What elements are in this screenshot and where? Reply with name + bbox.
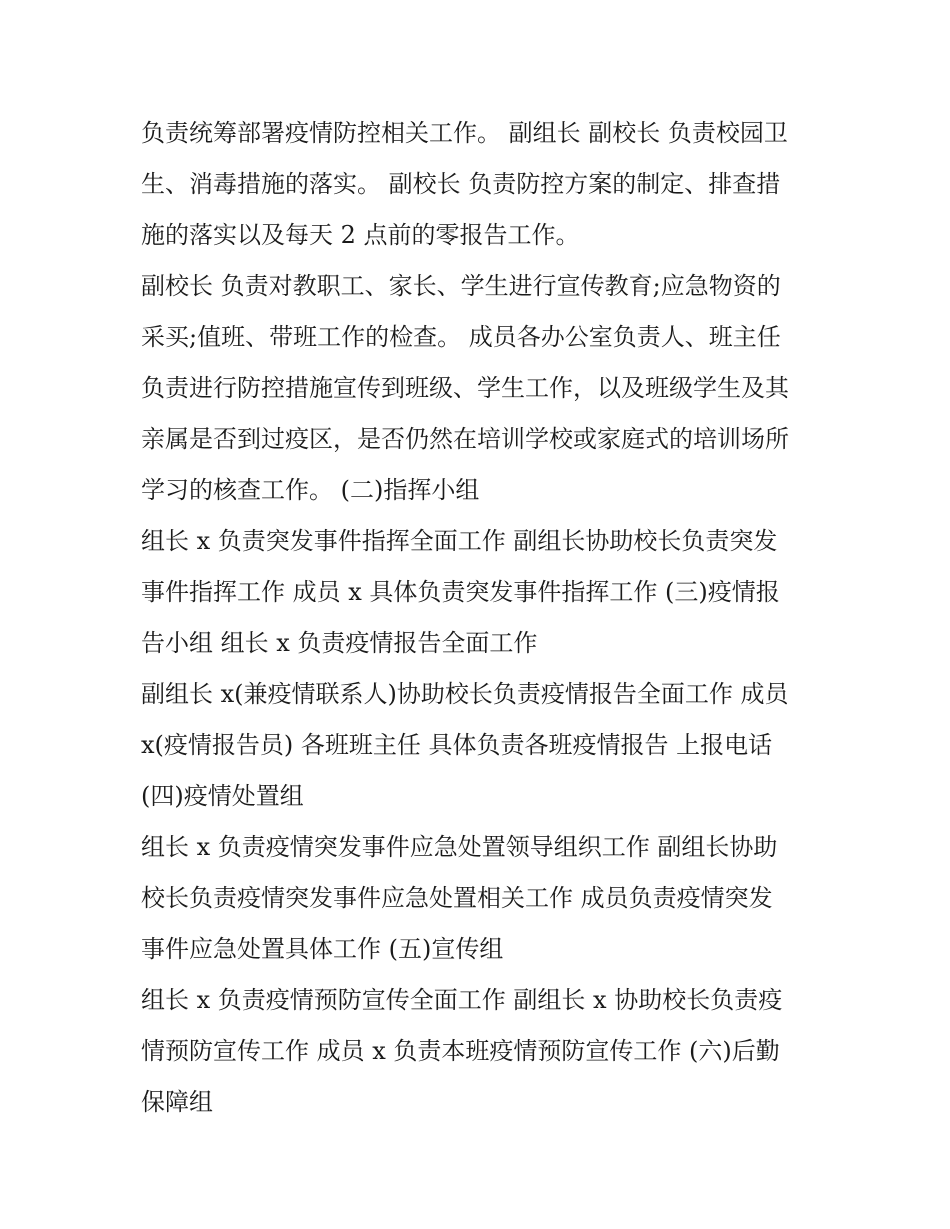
paragraph-2 <box>141 261 821 516</box>
text-line: x(疫情报告员) 各班班主任 具体负责各班疫情报告 上报电话 <box>141 731 773 759</box>
text-line: 负责进行防控措施宣传到班级、学生工作，以及班级学生及其 <box>141 374 789 402</box>
text-line: (四)疫情处置组 <box>141 782 304 810</box>
text-line: 组长 x 负责疫情突发事件应急处置领导组织工作 副组长协助 <box>141 833 778 861</box>
text-line: 告小组 组长 x 负责疫情报告全面工作 <box>141 629 538 657</box>
paragraph-6 <box>141 975 821 1128</box>
text-line: 亲属是否到过疫区，是否仍然在培训学校或家庭式的培训场所 <box>141 425 789 453</box>
paragraph-5 <box>141 822 821 975</box>
paragraph-3 <box>141 516 821 669</box>
text-line: 保障组 <box>141 1088 213 1116</box>
text-line: 学习的核查工作。 (二)指挥小组 <box>141 476 480 504</box>
text-line: 校长负责疫情突发事件应急处置相关工作 成员负责疫情突发 <box>141 884 773 912</box>
text-line: 采买;值班、带班工作的检查。 成员各办公室负责人、班主任 <box>141 323 781 351</box>
text-line: 事件应急处置具体工作 (五)宣传组 <box>141 935 504 963</box>
paragraph-1 <box>141 108 821 261</box>
text-line: 施的落实以及每天 2 点前的零报告工作。 <box>141 221 580 249</box>
text-line: 情预防宣传工作 成员 x 负责本班疫情预防宣传工作 (六)后勤 <box>141 1037 780 1065</box>
text-line: 负责统筹部署疫情防控相关工作。 副组长 副校长 负责校园卫 <box>141 119 788 147</box>
text-line: 副组长 x(兼疫情联系人)协助校长负责疫情报告全面工作 成员 <box>141 680 789 708</box>
text-line: 事件指挥工作 成员 x 具体负责突发事件指挥工作 (三)疫情报 <box>141 578 780 606</box>
text-line: 组长 x 负责疫情预防宣传全面工作 副组长 x 协助校长负责疫 <box>141 986 783 1014</box>
document-body <box>141 108 821 1128</box>
text-line: 组长 x 负责突发事件指挥全面工作 副组长协助校长负责突发 <box>141 527 778 555</box>
paragraph-4 <box>141 669 821 822</box>
text-line: 副校长 负责对教职工、家长、学生进行宣传教育;应急物资的 <box>141 272 781 300</box>
text-line: 生、消毒措施的落实。 副校长 负责防控方案的制定、排查措 <box>141 170 781 198</box>
